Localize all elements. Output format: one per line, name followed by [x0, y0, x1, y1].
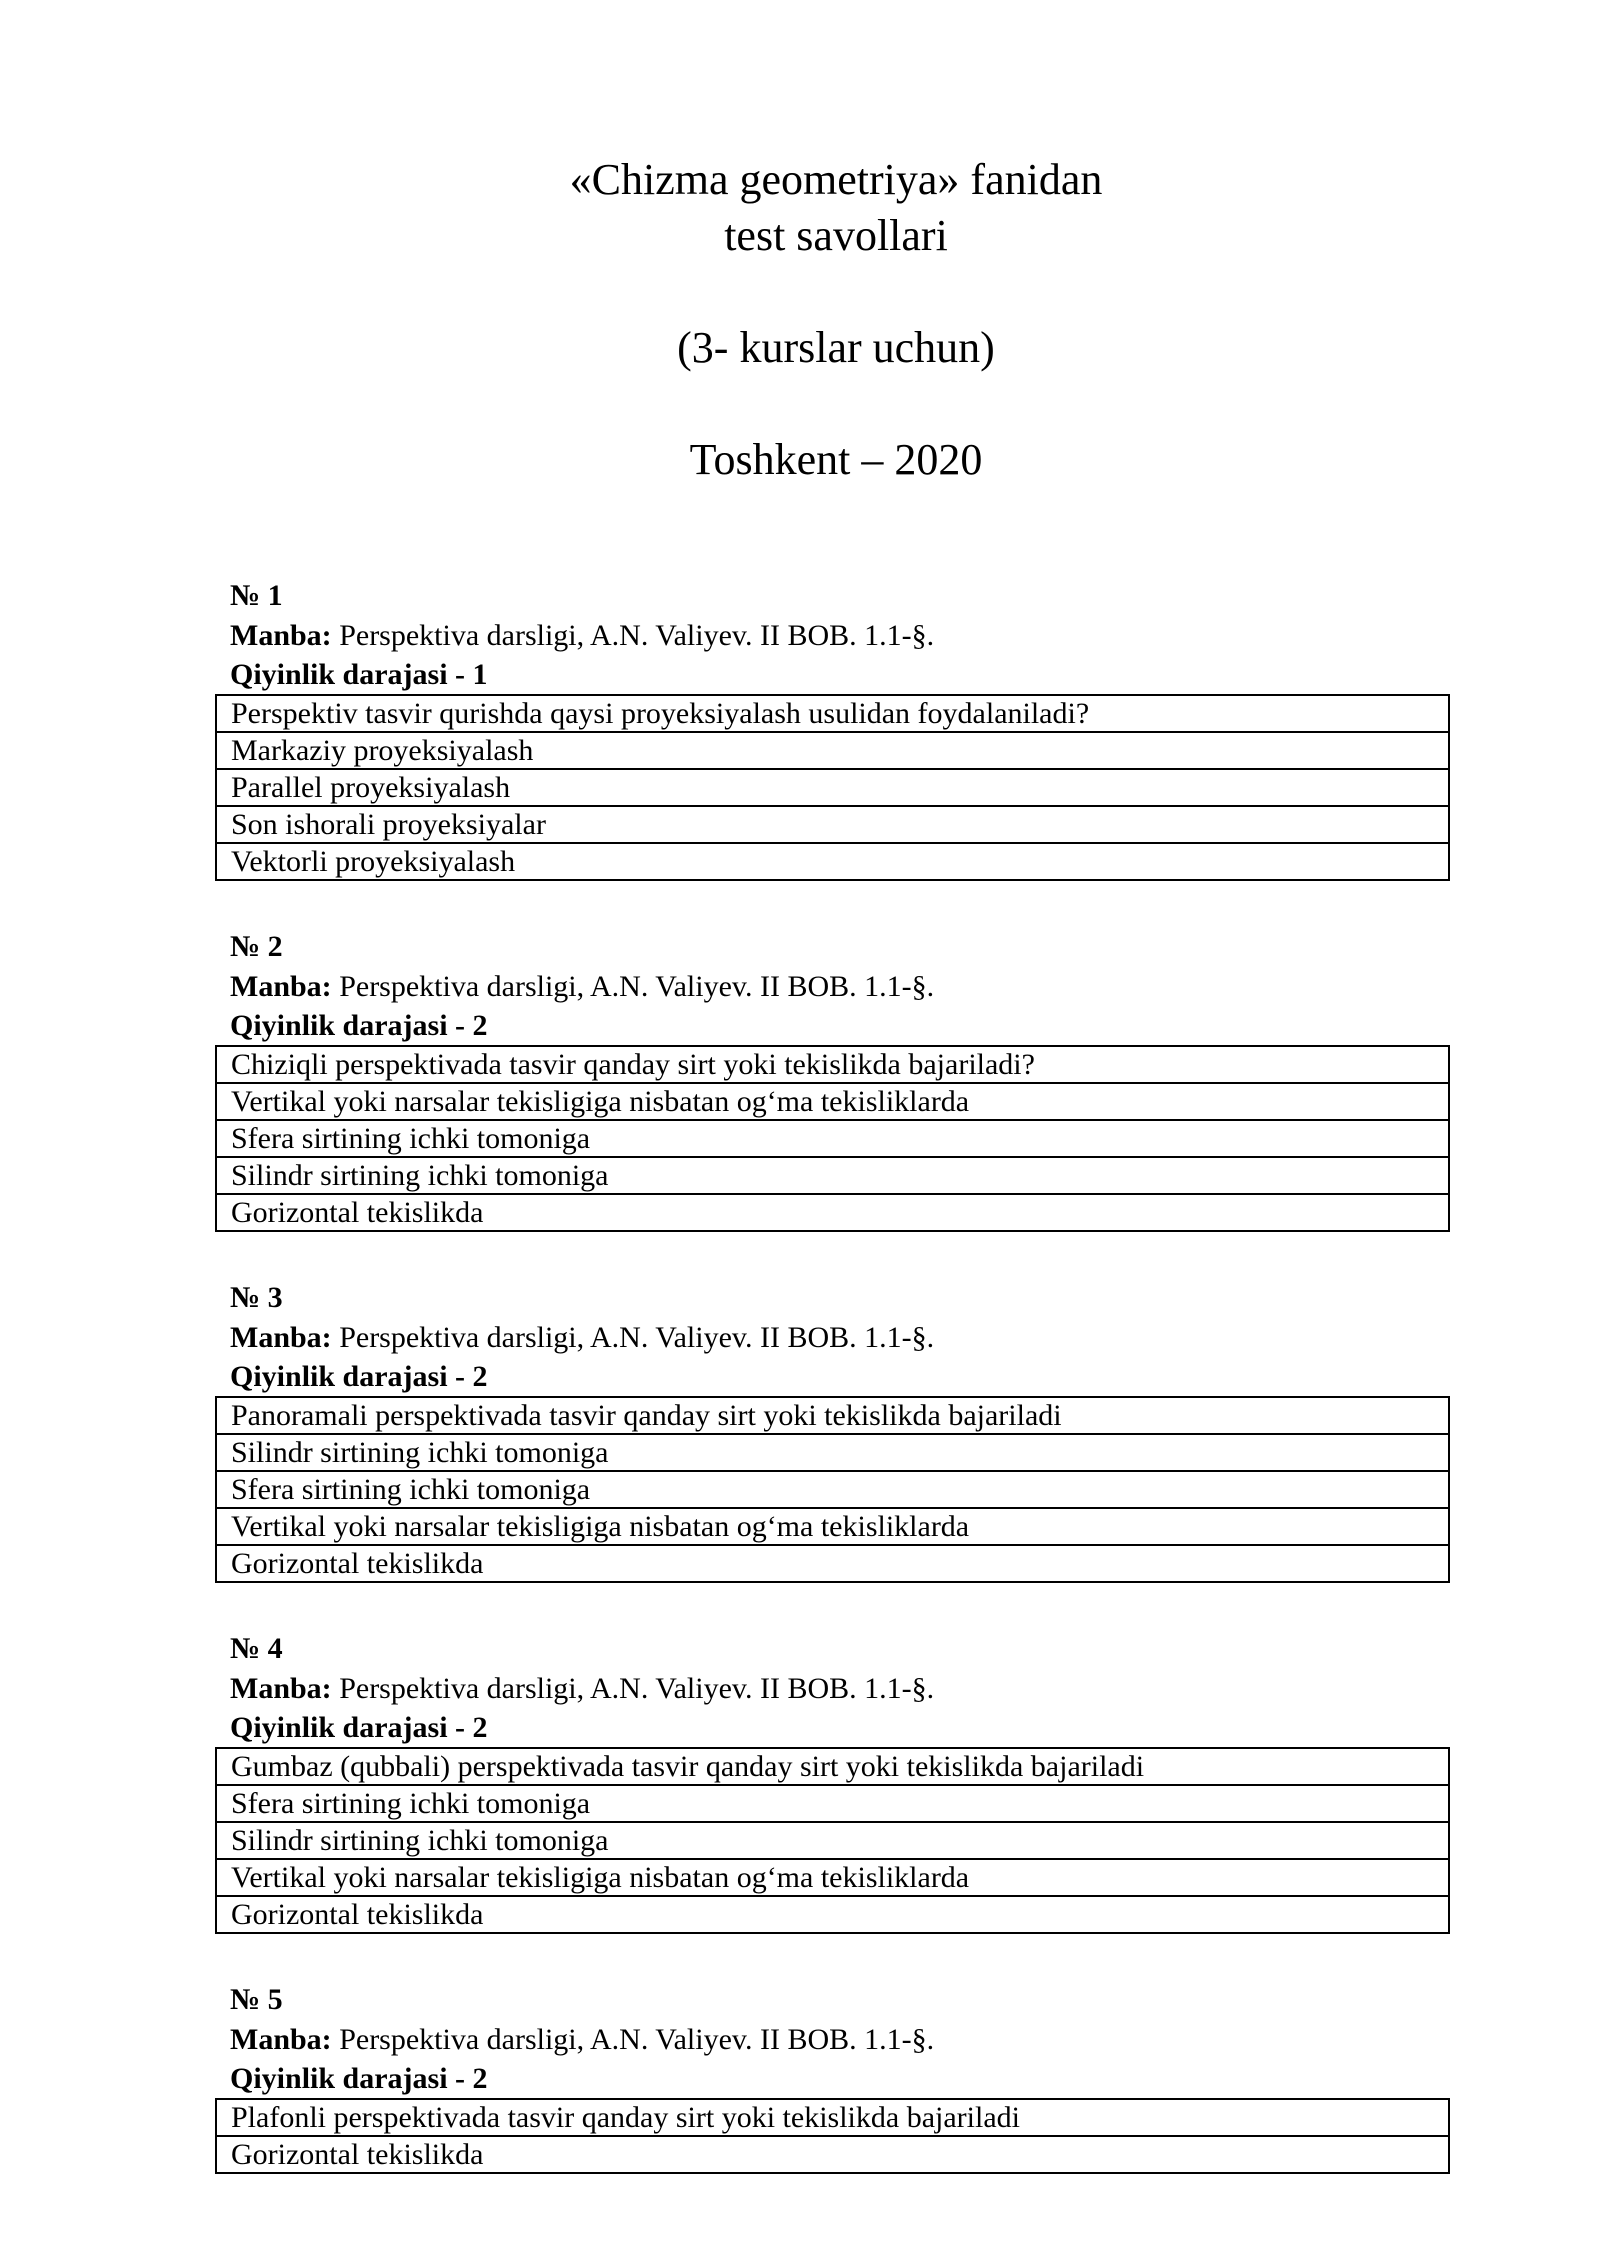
question-number: № 2 — [230, 930, 283, 963]
answer-option: Son ishorali proyeksiyalar — [216, 806, 1449, 843]
question-2 — [215, 927, 1450, 1232]
answer-row — [216, 2136, 1449, 2173]
question-source — [215, 1669, 1450, 1709]
answer-option: Silindr sirtining ichki tomoniga — [216, 1434, 1449, 1471]
answer-option: Silindr sirtining ichki tomoniga — [216, 1822, 1449, 1859]
question-1 — [215, 576, 1450, 881]
question-row — [216, 1046, 1449, 1083]
answer-row — [216, 1083, 1449, 1120]
answer-option: Vektorli proyeksiyalash — [216, 843, 1449, 880]
source-label: Manba: — [230, 2023, 332, 2056]
question-5 — [215, 1980, 1450, 2174]
answer-row — [216, 1157, 1449, 1194]
source-text: Perspektiva darsligi, A.N. Valiyev. II BOB. 1.1-§. — [339, 1321, 935, 1354]
answer-row — [216, 1545, 1449, 1582]
question-source — [215, 967, 1450, 1007]
course-label: (3- kurslar uchun) — [677, 323, 995, 372]
source-label: Manba: — [230, 619, 332, 652]
answer-row — [216, 1120, 1449, 1157]
source-label: Manba: — [230, 970, 332, 1003]
difficulty-level: Qiyinlik darajasi - 1 — [230, 658, 488, 691]
question-row — [216, 2099, 1449, 2136]
document-title: «Chizma geometriya» fanidan — [569, 155, 1103, 204]
question-row — [216, 1397, 1449, 1434]
question-table — [215, 2098, 1450, 2174]
answer-row — [216, 769, 1449, 806]
question-source — [215, 616, 1450, 656]
answer-option: Gorizontal tekislikda — [216, 1194, 1449, 1231]
answer-option: Vertikal yoki narsalar tekisligiga nisbatan og‘ma tekisliklarda — [216, 1508, 1449, 1545]
answer-row — [216, 1508, 1449, 1545]
document-title-block — [0, 152, 1600, 488]
answer-option: Sfera sirtining ichki tomoniga — [216, 1785, 1449, 1822]
place-year: Toshkent – 2020 — [689, 435, 983, 484]
answer-option: Parallel proyeksiyalash — [216, 769, 1449, 806]
answer-row — [216, 1471, 1449, 1508]
question-source — [215, 1318, 1450, 1358]
answer-option: Gorizontal tekislikda — [216, 1545, 1449, 1582]
question-text: Plafonli perspektivada tasvir qanday sirt yoki tekislikda bajariladi — [216, 2099, 1449, 2136]
question-3 — [215, 1278, 1450, 1583]
source-text: Perspektiva darsligi, A.N. Valiyev. II BOB. 1.1-§. — [339, 970, 935, 1003]
difficulty-level: Qiyinlik darajasi - 2 — [230, 2062, 488, 2095]
question-table — [215, 1747, 1450, 1934]
question-text: Panoramali perspektivada tasvir qanday sirt yoki tekislikda bajariladi — [216, 1397, 1449, 1434]
question-table — [215, 1045, 1450, 1232]
source-label: Manba: — [230, 1672, 332, 1705]
answer-option: Sfera sirtining ichki tomoniga — [216, 1471, 1449, 1508]
source-label: Manba: — [230, 1321, 332, 1354]
question-row — [216, 695, 1449, 732]
answer-row — [216, 732, 1449, 769]
question-number: № 5 — [230, 1983, 283, 2016]
answer-row — [216, 1194, 1449, 1231]
question-text: Gumbaz (qubbali) perspektivada tasvir qanday sirt yoki tekislikda bajariladi — [216, 1748, 1449, 1785]
question-number: № 3 — [230, 1281, 283, 1314]
answer-option: Vertikal yoki narsalar tekisligiga nisbatan og‘ma tekisliklarda — [216, 1083, 1449, 1120]
answer-option: Silindr sirtining ichki tomoniga — [216, 1157, 1449, 1194]
question-number: № 1 — [230, 579, 283, 612]
document-subtitle: test savollari — [724, 211, 948, 260]
answer-row — [216, 1822, 1449, 1859]
source-text: Perspektiva darsligi, A.N. Valiyev. II BOB. 1.1-§. — [339, 1672, 935, 1705]
difficulty-level: Qiyinlik darajasi - 2 — [230, 1711, 488, 1744]
answer-option: Gorizontal tekislikda — [216, 1896, 1449, 1933]
question-row — [216, 1748, 1449, 1785]
answer-option: Vertikal yoki narsalar tekisligiga nisbatan og‘ma tekisliklarda — [216, 1859, 1449, 1896]
answer-row — [216, 1434, 1449, 1471]
question-number: № 4 — [230, 1632, 283, 1665]
answer-row — [216, 1896, 1449, 1933]
question-4 — [215, 1629, 1450, 1934]
questions-list — [215, 576, 1450, 2220]
question-table — [215, 694, 1450, 881]
answer-option: Gorizontal tekislikda — [216, 2136, 1449, 2173]
difficulty-level: Qiyinlik darajasi - 2 — [230, 1009, 488, 1042]
answer-row — [216, 1859, 1449, 1896]
difficulty-level: Qiyinlik darajasi - 2 — [230, 1360, 488, 1393]
question-text: Chiziqli perspektivada tasvir qanday sirt yoki tekislikda bajariladi? — [216, 1046, 1449, 1083]
source-text: Perspektiva darsligi, A.N. Valiyev. II BOB. 1.1-§. — [339, 619, 935, 652]
answer-row — [216, 843, 1449, 880]
answer-row — [216, 1785, 1449, 1822]
answer-option: Sfera sirtining ichki tomoniga — [216, 1120, 1449, 1157]
question-source — [215, 2020, 1450, 2060]
answer-option: Markaziy proyeksiyalash — [216, 732, 1449, 769]
question-text: Perspektiv tasvir qurishda qaysi proyeksiyalash usulidan foydalaniladi? — [216, 695, 1449, 732]
answer-row — [216, 806, 1449, 843]
question-table — [215, 1396, 1450, 1583]
source-text: Perspektiva darsligi, A.N. Valiyev. II BOB. 1.1-§. — [339, 2023, 935, 2056]
